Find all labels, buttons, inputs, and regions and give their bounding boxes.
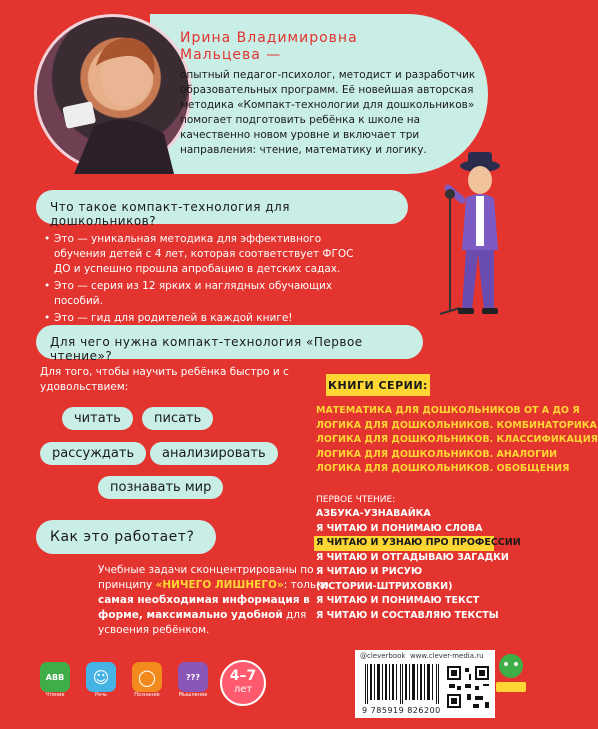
reading-title: ПЕРВОЕ ЧТЕНИЕ: [316,495,396,505]
icon-label: Речь [95,692,107,698]
how-text-highlight: «НИЧЕГО ЛИШНЕГО» [155,579,284,591]
section-title-why: Для чего нужна компакт-технология «Первое чтение»? [36,325,423,359]
publisher-links [360,652,484,660]
reading-item: Я ЧИТАЮ И ПОНИМАЮ СЛОВА [316,522,483,534]
author-name [180,30,480,64]
question-icon: ??? [178,662,208,692]
bullet-item: • Это — серия из 12 ярких и наглядных обучающих пособий. [44,279,364,309]
barcode-icon [365,664,440,704]
what-is-bullets [44,232,364,328]
skill-pill-write: писать [142,407,213,430]
book-icon: ABB [40,662,70,692]
author-photo [34,14,192,172]
skill-pill-reason: рассуждать [40,442,146,465]
section-title-how: Как это работает? [36,520,216,554]
age-badge [220,660,266,706]
series-item: ЛОГИКА ДЛЯ ДОШКОЛЬНИКОВ. КОМБИНАТОРИКА [316,419,597,431]
reading-item: (ИСТОРИИ-ШТРИХОВКИ) [316,580,453,592]
singer-illustration [436,150,516,318]
reading-item: Я ЧИТАЮ И ОТГАДЫВАЮ ЗАГАДКИ [316,551,509,563]
icon-label: Познание [134,692,160,698]
clever-logo [494,652,528,708]
skill-icon-thinking [178,662,213,698]
skill-pill-analyze: анализировать [150,442,278,465]
series-item: ЛОГИКА ДЛЯ ДОШКОЛЬНИКОВ. АНАЛОГИИ [316,448,558,460]
skill-icon-reading [40,662,75,698]
reading-item: АЗБУКА-УЗНАВАЙКА [316,508,431,519]
author-bio: опытный педагог-психолог, методист и разработчик образовательных программ. Её новейшая авторская методика «Компакт-технологии для дошкольников» помогает подготовить ребёнка к школе на качественно новом уровне и включает три направления: чтение, математику и логику. [180,69,476,156]
website-link[interactable]: www.clever-media.ru [409,652,484,660]
series-item: ЛОГИКА ДЛЯ ДОШКОЛЬНИКОВ. ОБОБЩЕНИЯ [316,463,570,474]
how-text-a: Учебные задачи сконцентрированы по принципу [98,564,314,591]
social-handle: @cleverbook [360,652,406,660]
age-unit: лет [233,684,253,695]
how-paragraph [98,563,348,638]
author-name-line1: Ирина Владимировна [180,30,358,46]
skill-pill-explore: познавать мир [98,476,223,499]
bullet-item: • Это — уникальная методика для эффективного обучения детей с 4 лет, которая соответствует ФГОС ДО и успешно прошла апробацию в детских садах. [44,232,364,277]
apple-icon: ◯ [132,662,162,692]
how-text-b: : только [283,579,329,591]
series-item: ЛОГИКА ДЛЯ ДОШКОЛЬНИКОВ. КЛАССИФИКАЦИЯ [316,434,598,445]
skill-pill-read: читать [62,407,133,430]
qr-code-icon[interactable] [445,664,491,710]
how-text-c: для усвоения ребёнком. [98,609,307,636]
reading-item: Я ЧИТАЮ И РИСУЮ [316,566,423,577]
reading-item-current: Я ЧИТАЮ И УЗНАЮ ПРО ПРОФЕССИИ [314,536,494,551]
reading-list [316,507,528,623]
series-heading: КНИГИ СЕРИИ: [326,374,430,396]
author-name-line2: Мальцева — [180,47,282,63]
series-item: МАТЕМАТИКА ДЛЯ ДОШКОЛЬНИКОВ ОТ А ДО Я [316,405,580,416]
icon-label: Мышление [178,692,208,698]
series-list [316,404,598,477]
reading-item: Я ЧИТАЮ И СОСТАВЛЯЮ ТЕКСТЫ [316,609,499,621]
how-text-bold: самая необходимая информация в форме, максимально удобной [98,594,310,621]
face-icon: ☺ [86,662,116,692]
icon-label: Чтение [45,692,65,698]
age-range: 4–7 [229,668,257,684]
skill-icon-speech [86,662,121,698]
skill-icon-cognition [132,662,167,698]
bullet-item: • Это — гид для родителей в каждой книге! [44,311,364,326]
reading-item: Я ЧИТАЮ И ПОНИМАЮ ТЕКСТ [316,595,480,606]
isbn-number: 9 785919 826200 [362,706,441,715]
why-paragraph: Для того, чтобы научить ребёнка быстро и с удовольствием: [40,366,289,393]
section-title-what-is: Что такое компакт-технология для дошкольников? [36,190,408,224]
